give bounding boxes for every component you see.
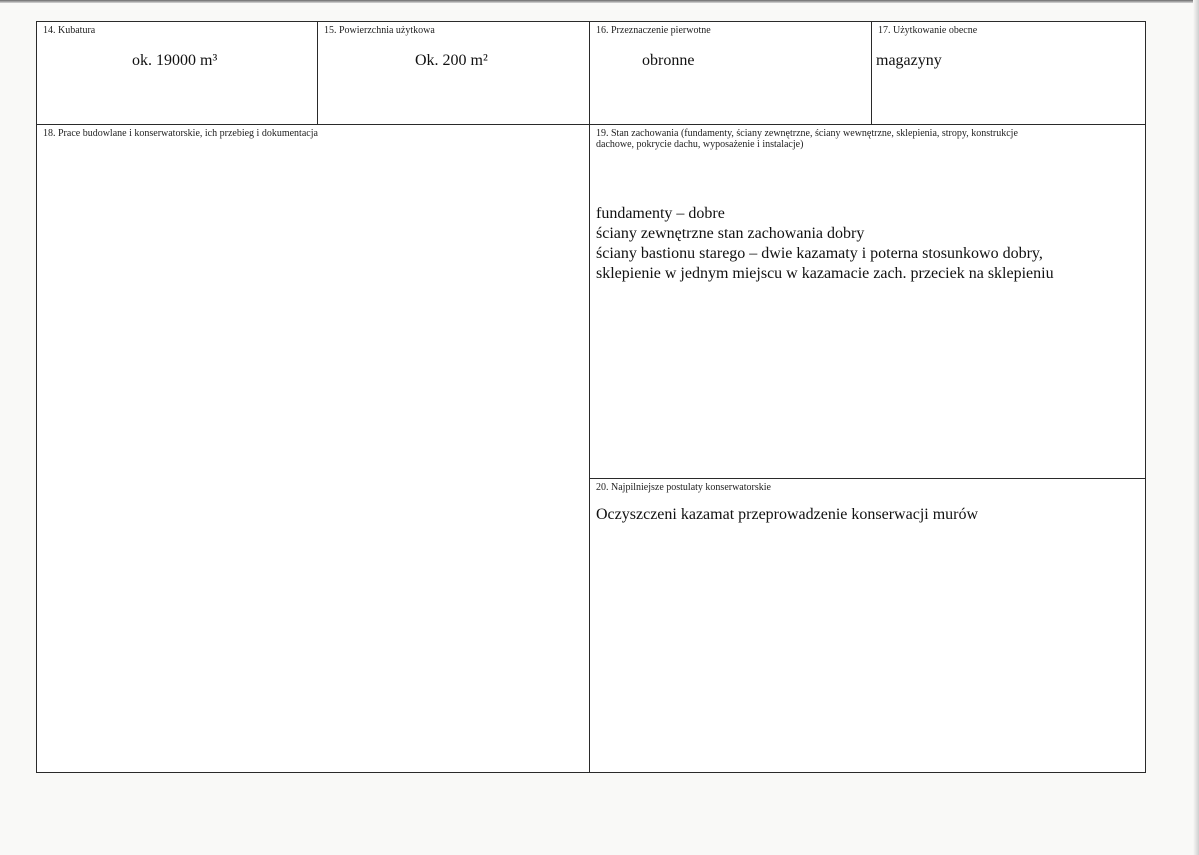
value-uzytkowanie: magazyny bbox=[876, 52, 942, 69]
stan-line: ściany bastionu starego – dwie kazamaty i poterna stosunkowo dobry, bbox=[596, 245, 1043, 262]
cell-postulaty bbox=[589, 478, 1146, 773]
label-przeznaczenie: 16. Przeznaczenie pierwotne bbox=[596, 25, 711, 36]
value-kubatura: ok. 19000 m³ bbox=[132, 52, 218, 69]
cell-przeznaczenie bbox=[589, 21, 872, 125]
cell-powierzchnia bbox=[317, 21, 590, 125]
value-postulaty: Oczyszczeni kazamat przeprowadzenie konserwacji murów bbox=[596, 506, 979, 523]
label-postulaty: 20. Najpilniejsze postulaty konserwatorskie bbox=[596, 482, 771, 493]
label-uzytkowanie: 17. Użytkowanie obecne bbox=[878, 25, 978, 36]
value-powierzchnia: Ok. 200 m² bbox=[415, 52, 488, 69]
cell-uzytkowanie bbox=[871, 21, 1146, 125]
label-stan-zachowania: 19. Stan zachowania (fundamenty, ściany zewnętrzne, ściany wewnętrzne, sklepienia, stropy, konstrukcje dachowe, pokrycie dachu, wyposażenie i instalacje) bbox=[596, 128, 1018, 150]
label-kubatura: 14. Kubatura bbox=[43, 25, 96, 36]
stan-line: fundamenty – dobre bbox=[596, 205, 725, 222]
stan-line: ściany zewnętrzne stan zachowania dobry bbox=[596, 225, 865, 242]
heritage-record-form bbox=[36, 21, 1146, 773]
value-przeznaczenie: obronne bbox=[642, 52, 695, 69]
scan-edge-right bbox=[1193, 0, 1199, 855]
cell-kubatura bbox=[36, 21, 318, 125]
label-powierzchnia: 15. Powierzchnia użytkowa bbox=[324, 25, 435, 36]
stan-line: sklepienie w jednym miejscu w kazamacie zach. przeciek na sklepieniu bbox=[596, 265, 1054, 282]
cell-stan-zachowania bbox=[589, 124, 1146, 479]
label-prace-budowlane: 18. Prace budowlane i konserwatorskie, ich przebieg i dokumentacja bbox=[43, 128, 318, 139]
scan-edge-top bbox=[0, 0, 1199, 3]
stan-zachowania-list bbox=[596, 204, 1054, 284]
cell-prace-budowlane bbox=[36, 124, 590, 773]
